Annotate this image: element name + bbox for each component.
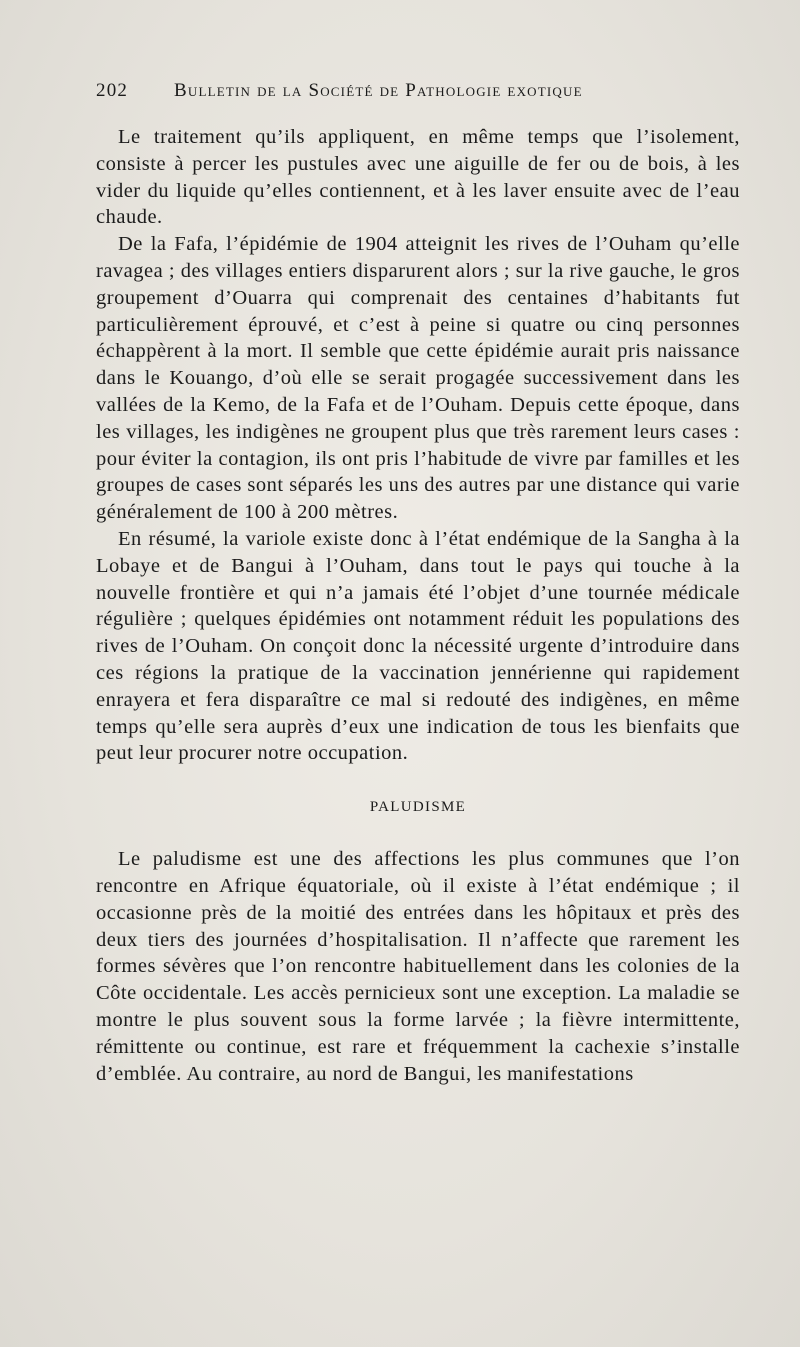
paragraph-summary-variole: En résumé, la variole existe donc à l’état endémique de la Sangha à la Lobaye et de Bangui à l’Ouham, dans tout le pays qui touche à la nouvelle frontière et qui n’a jamais été l’objet d’une tournée médicale régulière ; quelques épidémies ont notamment réduit les populations des rives de l’Ouham. On conçoit donc la nécessité urgente d’introduire dans ces régions la pratique de la vaccination jennérienne qui rapidement enrayera et fera disparaître ce mal si redouté des indigènes, en même temps qu’elle sera auprès d’eux une indication de tous les bienfaits que peut leur procurer notre occupation.	[96, 527, 740, 765]
page-number: 202	[96, 80, 129, 101]
running-title: Bulletin de la Société de Pathologie exotique	[174, 80, 583, 101]
running-header	[96, 80, 740, 114]
body-text	[96, 124, 740, 1087]
paragraph-treatment: Le traitement qu’ils appliquent, en même temps que l’isolement, consiste à percer les pustules avec une aiguille de fer ou de bois, à les vider du liquide qu’elles contiennent, et à les laver ensuite avec de l’eau chaude.	[96, 126, 740, 229]
document-page	[96, 80, 740, 1087]
section-heading-paludisme: PALUDISME	[369, 799, 467, 816]
paragraph-epidemic-1904: De la Fafa, l’épidémie de 1904 atteignit les rives de l’Ouham qu’elle ravagea ; des villages entiers disparurent alors ; sur la rive gauche, le gros groupement d’Ouarra qui comprenait des centaines d’habitants fut particulièrement éprouvé, et c’est à peine si quatre ou cinq personnes échappèrent à la mort. Il semble que cette épidémie aurait pris naissance dans le Kouango, d’où elle se serait progagée successivement dans les vallées de la Kemo, de la Fafa et de l’Ouham. Depuis cette époque, dans les villages, les indigènes ne groupent plus que très rarement leurs cases : pour éviter la contagion, ils ont pris l’habitude de vivre par familles et les groupes de cases sont séparés les uns des autres par une distance qui varie généralement de 100 à 200 mètres.	[96, 233, 740, 524]
paragraph-paludisme: Le paludisme est une des affections les plus communes que l’on rencontre en Afrique équatoriale, où il existe à l’état endémique ; il occasionne près de la moitié des entrées dans les hôpitaux et près des deux tiers des journées d’hospitalisation. Il n’affecte que rarement les formes sévères que l’on rencontre habituellement dans les colonies de la Côte occidentale. Les accès pernicieux sont une exception. La maladie se montre le plus souvent sous la forme larvée ; la fièvre intermittente, rémittente ou continue, est rare et fréquemment la cachexie s’installe d’emblée. Au contraire, au nord de Bangui, les manifestations	[96, 848, 740, 1085]
